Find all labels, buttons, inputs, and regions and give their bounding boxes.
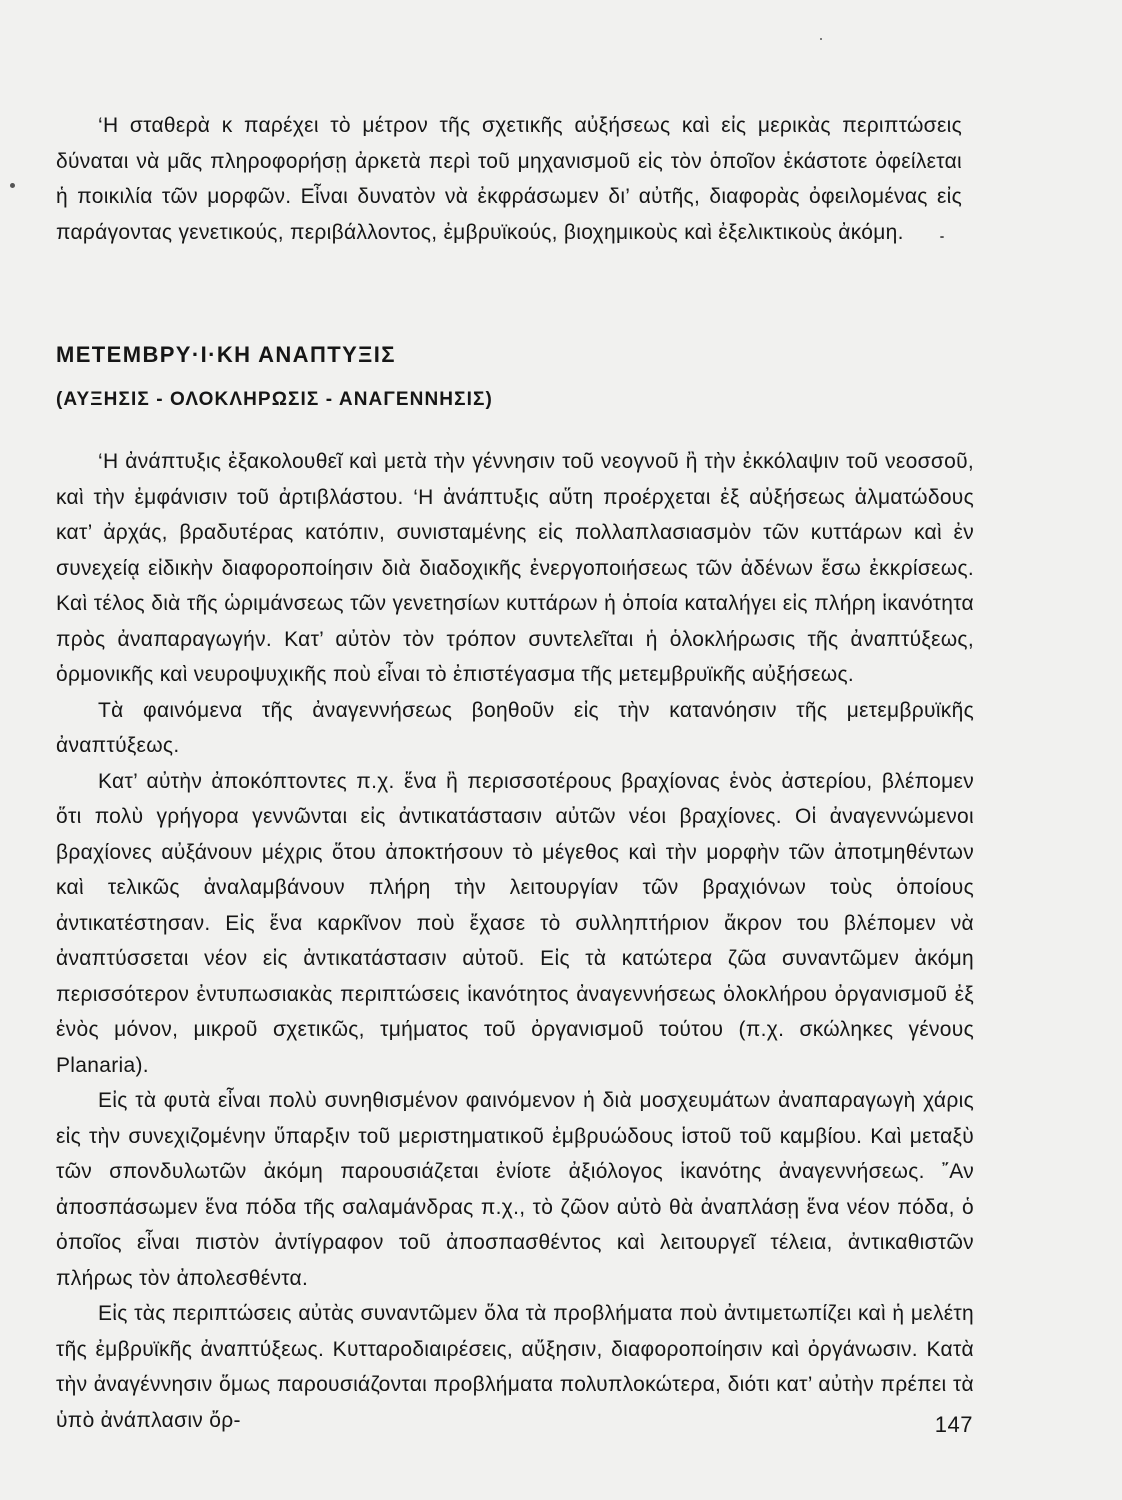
scan-speck xyxy=(10,183,15,188)
scan-speck xyxy=(820,38,822,40)
intro-paragraph: ‘Η σταθερὰ κ παρέχει τὸ μέτρον τῆς σχετικῆς αὐξήσεως καὶ εἰς μερικὰς περιπτώσεις δύναται νὰ μᾶς πληροφορήσῃ ἀρκετὰ περὶ τοῦ μηχανισμοῦ εἰς τὸν ὁποῖον ἑκάστοτε ὀφείλεται ἡ ποικιλία τῶν μορφῶν. Εἶναι δυνατὸν νὰ ἐκφράσωμεν δι’ αὐτῆς, διαφορὰς ὀφειλομένας εἰς παράγοντας γενετικούς, περιβάλλοντος, ἐμβρυϊκούς, βιοχημικοὺς καὶ ἐξελικτικοὺς ἀκόμη. xyxy=(56,114,962,244)
section-heading xyxy=(56,340,962,414)
intro-block xyxy=(56,108,962,250)
section-title: ΜΕΤΕΜΒΡΥ·Ι·ΚΗ ΑΝΑΠΤΥΞΙΣ xyxy=(56,342,396,367)
paragraph: Τὰ φαινόμενα τῆς ἀναγεννήσεως βοηθοῦν εἰς τὴν κατανόησιν τῆς μετεμβρυϊκῆς ἀναπτύξεως. xyxy=(56,698,974,757)
paragraph: Κατ’ αὐτὴν ἀποκόπτοντες π.χ. ἕνα ἢ περισσοτέρους βραχίονας ἑνὸς ἀστερίου, βλέπομεν ὅτι πολὺ γρήγορα γεννῶνται εἰς ἀντικατάστασιν αὐτῶν νέοι βραχίονες. Οἱ ἀναγεννώμενοι βραχίονες αὐξάνουν μέχρις ὅτου ἀποκτήσουν τὸ μέγεθος καὶ τὴν μορφὴν τῶν ἀποτμηθέντων καὶ τελικῶς ἀναλαμβάνουν πλήρη τὴν λειτουργίαν τῶν βραχιόνων τοὺς ὁποίους ἀντικατέστησαν. Εἰς ἕνα καρκῖνον ποὺ ἔχασε τὸ συλληπτήριον ἄκρον του βλέπομεν νὰ ἀναπτύσσεται νέον εἰς ἀντικατάστασιν αὐτοῦ. Εἰς τὰ κατώτερα ζῶα συναντῶμεν ἀκόμη περισσότερον ἐντυπωσιακὰς περιπτώσεις ἱκανότητος ἀναγεννήσεως ὁλοκλήρου ὀργανισμοῦ ἐξ ἑνὸς μόνον, μικροῦ σχετικῶς, τμήματος τοῦ ὀργανισμοῦ τούτου (π.χ. σκώληκες γένους Planaria). xyxy=(56,769,974,1077)
section-subtitle: (ΑΥΞΗΣΙΣ - ΟΛΟΚΛΗΡΩΣΙΣ - ΑΝΑΓΕΝΝΗΣΙΣ) xyxy=(56,389,493,410)
scan-speck xyxy=(940,236,944,238)
paragraph: ‘Η ἀνάπτυξις ἐξακολουθεῖ καὶ μετὰ τὴν γέννησιν τοῦ νεογνοῦ ἢ τὴν ἐκκόλαψιν τοῦ νεοσσοῦ, καὶ τὴν ἐμφάνισιν τοῦ ἀρτιβλάστου. ‘Η ἀνάπτυξις αὕτη προέρχεται ἐξ αὐξήσεως ἁλματώδους κατ’ ἀρχάς, βραδυτέρας κατόπιν, συνισταμένης εἰς πολλαπλασιασμὸν τῶν κυττάρων καὶ ἐν συνεχείᾳ εἰδικὴν διαφοροποίησιν διὰ διαδοχικῆς ἐνεργοποιήσεως τῶν ἀδένων ἔσω ἐκκρίσεως. Καὶ τέλος διὰ τῆς ὡριμάνσεως τῶν γενετησίων κυττάρων ἡ ὁποία καταλήγει εἰς πλήρη ἱκανότητα πρὸς ἀναπαραγωγήν. Κατ’ αὐτὸν τὸν τρόπον συντελεῖται ἡ ὁλοκλήρωσις τῆς ἀναπτύξεως, ὁρμονικῆς καὶ νευροψυχικῆς ποὺ εἶναι τὸ ἐπιστέγασμα τῆς μετεμβρυϊκῆς αὐξήσεως. xyxy=(56,450,974,686)
section-body xyxy=(56,444,974,1438)
paragraph: Εἰς τὰ φυτὰ εἶναι πολὺ συνηθισμένον φαινόμενον ἡ διὰ μοσχευμάτων ἀναπαραγωγὴ χάρις εἰς τὴν συνεχιζομένην ὕπαρξιν τοῦ μεριστηματικοῦ ἐμβρυώδους ἱστοῦ τοῦ καμβίου. Καὶ μεταξὺ τῶν σπονδυλωτῶν ἀκόμη παρουσιάζεται ἐνίοτε ἀξιόλογος ἱκανότης ἀναγεννήσεως. ῎Αν ἀποσπάσωμεν ἕνα πόδα τῆς σαλαμάνδρας π.χ., τὸ ζῶον αὐτὸ θὰ ἀναπλάσῃ ἕνα νέον πόδα, ὁ ὁποῖος εἶναι πιστὸν ἀντίγραφον τοῦ ἀποσπασθέντος καὶ λειτουργεῖ τέλεια, ἀντικαθιστῶν πλήρως τὸν ἀπολεσθέντα. xyxy=(56,1089,974,1290)
paragraph: Εἰς τὰς περιπτώσεις αὐτὰς συναντῶμεν ὅλα τὰ προβλήματα ποὺ ἀντιμετωπίζει καὶ ἡ μελέτη τῆς ἐμβρυϊκῆς ἀναπτύξεως. Κυτταροδιαιρέσεις, αὔξησιν, διαφοροποίησιν καὶ ὀργάνωσιν. Κατὰ τὴν ἀναγέννησιν ὅμως παρουσιάζονται προβλήματα πολυπλοκώτερα, διότι κατ’ αὐτὴν πρέπει τὰ ὑπὸ ἀνάπλασιν ὄρ- xyxy=(56,1302,974,1432)
page-number: 147 xyxy=(934,1412,973,1437)
